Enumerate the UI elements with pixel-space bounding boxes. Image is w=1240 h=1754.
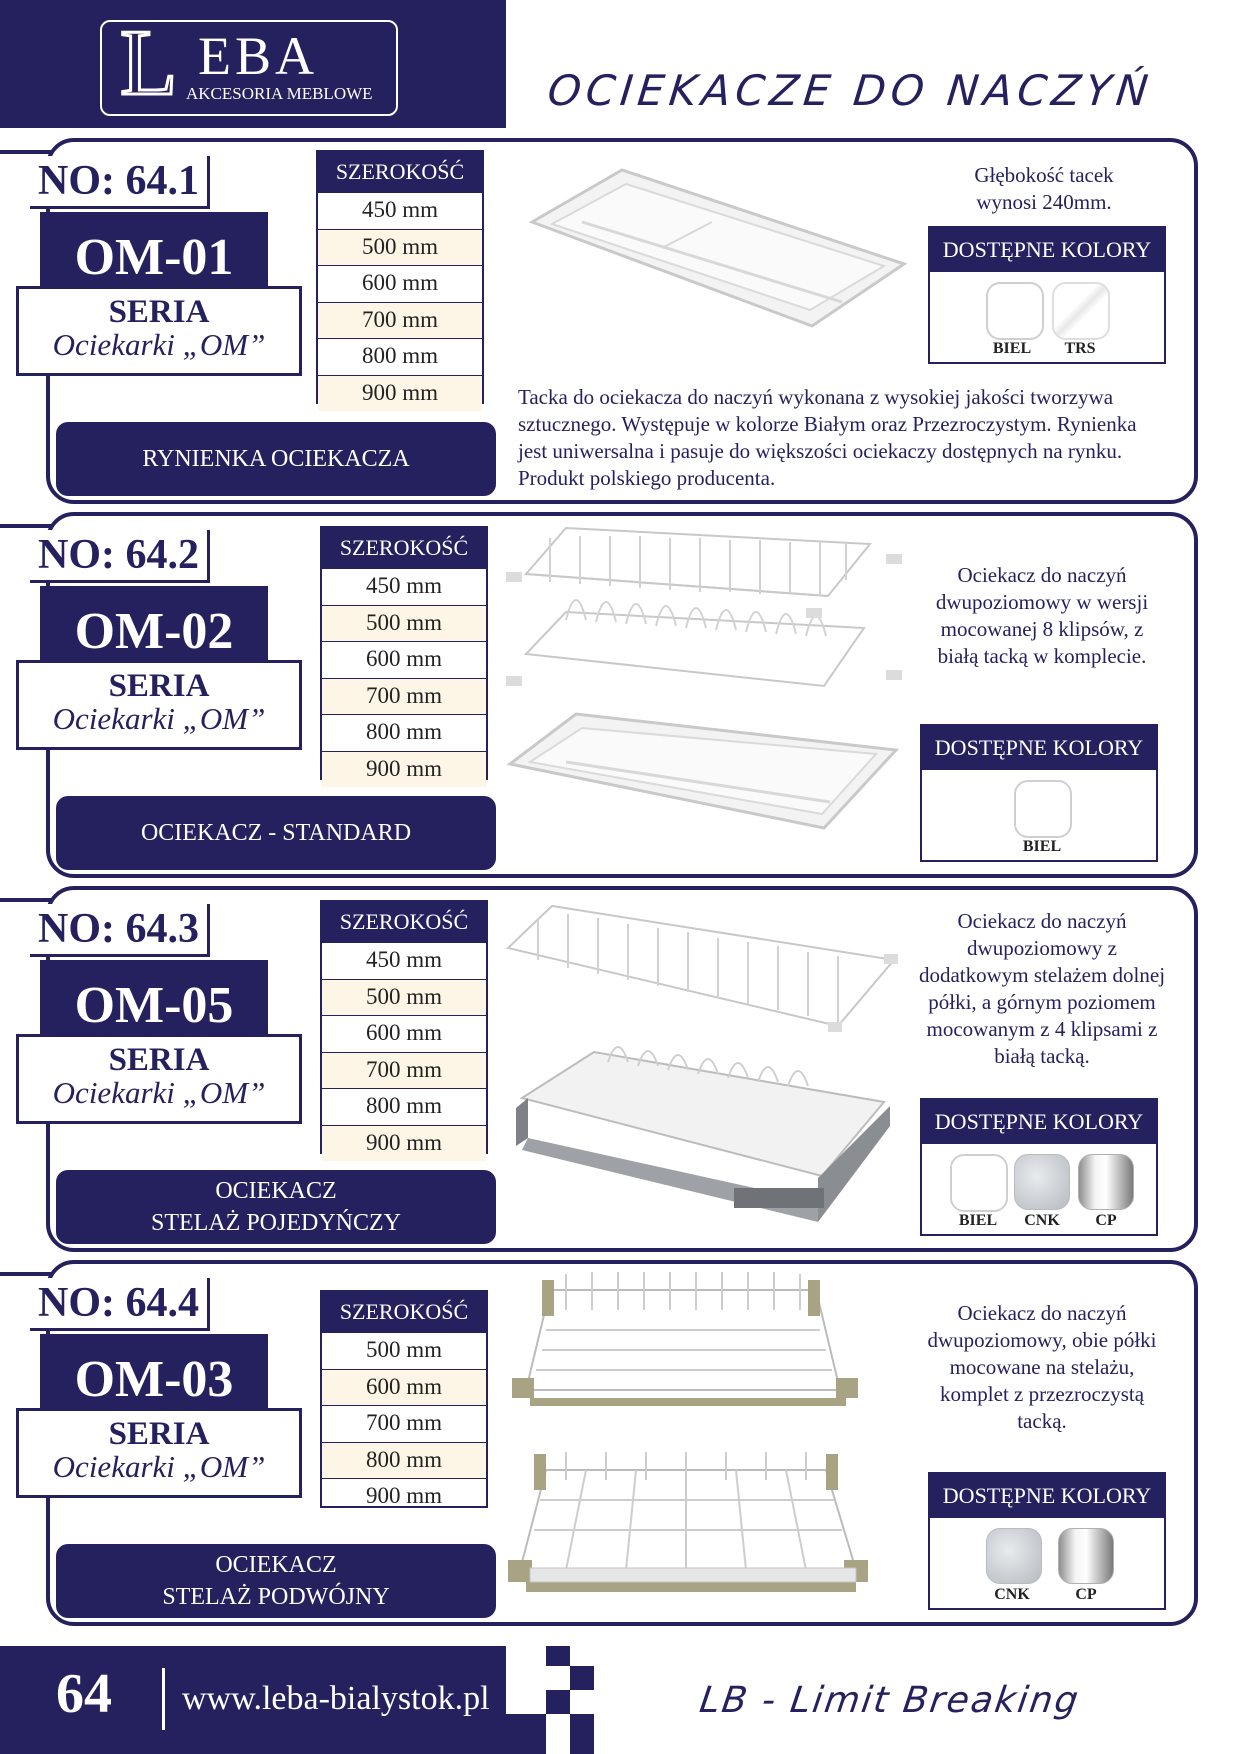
- product-description: Ociekacz do naczyń dwupoziomowy z dodatkowym stelażem dolnej półki, a górnym poziomem mocowanym z 4 klipsami z białą tacką.: [918, 909, 1166, 1068]
- size-row: 700 mm: [322, 1405, 486, 1442]
- size-row: 600 mm: [318, 265, 482, 302]
- page-title: OCIEKACZE DO NACZYŃ: [545, 66, 1156, 115]
- size-row: 600 mm: [322, 1369, 486, 1406]
- size-row: 700 mm: [322, 678, 486, 715]
- size-row: 800 mm: [322, 1088, 486, 1125]
- product-name: [56, 1544, 496, 1618]
- swatch-transparent-icon: [1052, 282, 1110, 340]
- product-code: OM-02: [40, 586, 268, 678]
- size-table: [316, 150, 484, 404]
- size-row: 600 mm: [322, 641, 486, 678]
- colors-box: [920, 724, 1158, 862]
- size-table-header: SZEROKOŚĆ: [322, 528, 486, 568]
- seria-label: SERIA: [108, 1042, 210, 1078]
- product-description: Ociekacz do naczyń dwupoziomowy w wersji mocowanej 8 klipsów, z białą tacką w komplecie.: [935, 563, 1149, 668]
- decor-square: [546, 1690, 570, 1714]
- colors-header: DOSTĘPNE KOLORY: [930, 228, 1164, 272]
- slogan: LB - Limit Breaking: [697, 1680, 1083, 1721]
- dish-rack-image: [506, 524, 906, 854]
- decor-square: [546, 1646, 570, 1666]
- seria-subtitle: Ociekarki „OM”: [52, 327, 266, 362]
- size-row: 700 mm: [322, 1052, 486, 1089]
- size-table-header: SZEROKOŚĆ: [322, 902, 486, 942]
- decor-square: [440, 84, 466, 110]
- swatch-cnk-icon: [986, 1528, 1042, 1584]
- seria-label: SERIA: [108, 1416, 210, 1452]
- swatch-label: CP: [1075, 1586, 1097, 1603]
- decor-square: [570, 1666, 594, 1690]
- size-table: [320, 526, 488, 780]
- product-description: Ociekacz do naczyń dwupoziomowy, obie półki mocowane na stelażu, komplet z przezroczystą tacką.: [927, 1301, 1157, 1433]
- logo-letter: L: [120, 11, 178, 115]
- product-name: [56, 422, 496, 496]
- page-number: 64: [56, 1663, 112, 1725]
- size-row: 600 mm: [322, 1015, 486, 1052]
- size-row: 800 mm: [322, 1442, 486, 1479]
- swatch-white-icon: [986, 282, 1044, 340]
- size-row: 500 mm: [322, 979, 486, 1016]
- footer-separator: [162, 1668, 165, 1730]
- seria-label: SERIA: [108, 668, 210, 704]
- swatch-label: TRS: [1064, 340, 1096, 357]
- product-code: OM-05: [40, 960, 268, 1052]
- seria-box: [16, 1034, 302, 1124]
- seria-subtitle: Ociekarki „OM”: [52, 701, 266, 736]
- product-name: [56, 796, 496, 870]
- size-row: 500 mm: [322, 605, 486, 642]
- swatch-label: CNK: [1024, 1212, 1060, 1229]
- seria-label: SERIA: [108, 294, 210, 330]
- size-row: 900 mm: [322, 1125, 486, 1162]
- dish-rack-frame-image: [498, 902, 902, 1242]
- seria-subtitle: Ociekarki „OM”: [52, 1075, 266, 1110]
- product-name-line1: OCIEKACZ - STANDARD: [140, 820, 412, 846]
- colors-header: DOSTĘPNE KOLORY: [930, 1474, 1164, 1518]
- swatch-label: CP: [1095, 1212, 1117, 1229]
- size-row: 800 mm: [322, 714, 486, 751]
- product-name-line2: STELAŻ POJEDYŃCZY: [151, 1210, 401, 1236]
- colors-header: DOSTĘPNE KOLORY: [922, 1100, 1156, 1144]
- size-row: 900 mm: [318, 375, 482, 412]
- product-description: Tacka do ociekacza do naczyń wykonana z wysokiej jakości tworzywa sztucznego. Występuje w kolorze Białym oraz Przezroczystym. Rynienka jest uniwersalna i pasuje do większości ociekaczy dostępnych na rynku. Produkt polskiego producenta.: [518, 385, 1137, 490]
- colors-header: DOSTĘPNE KOLORY: [922, 726, 1156, 770]
- swatch-cp-icon: [1078, 1154, 1134, 1210]
- logo-subtitle: AKCESORIA MEBLOWE: [186, 84, 373, 103]
- double-frame-rack-image: [506, 1270, 906, 1612]
- decor-square: [570, 1714, 594, 1754]
- swatch-label: BIEL: [958, 1212, 998, 1229]
- size-row: 450 mm: [322, 942, 486, 979]
- swatch-white-icon: [950, 1154, 1008, 1212]
- swatch-cp-icon: [1058, 1528, 1114, 1584]
- product-number: NO: 64.4: [30, 1278, 210, 1331]
- size-row: 500 mm: [322, 1332, 486, 1369]
- seria-box: [16, 660, 302, 750]
- size-table: [320, 1290, 488, 1508]
- swatch-label: CNK: [994, 1586, 1030, 1603]
- colors-box: [928, 1472, 1166, 1610]
- colors-box: [920, 1098, 1158, 1236]
- logo[interactable]: [100, 11, 398, 116]
- product-name-line1: OCIEKACZ: [215, 1178, 337, 1204]
- website-link[interactable]: www.leba-bialystok.pl: [182, 1680, 490, 1717]
- depth-note: Głębokość tacek wynosi 240mm.: [974, 163, 1114, 214]
- size-table-header: SZEROKOŚĆ: [318, 152, 482, 192]
- product-number: NO: 64.3: [30, 904, 210, 957]
- size-row: 450 mm: [322, 568, 486, 605]
- decor-square: [466, 110, 488, 128]
- swatch-label: BIEL: [992, 340, 1032, 357]
- size-row: 900 mm: [322, 1478, 486, 1515]
- product-code: OM-01: [40, 212, 268, 304]
- seria-box: [16, 1408, 302, 1498]
- size-table: [320, 900, 488, 1154]
- decor-square: [466, 60, 490, 84]
- decor-square: [506, 1714, 546, 1754]
- product-name-line1: RYNIENKA OCIEKACZA: [142, 446, 410, 472]
- size-row: 700 mm: [318, 302, 482, 339]
- swatch-cnk-icon: [1014, 1154, 1070, 1210]
- size-row: 900 mm: [322, 751, 486, 788]
- product-name-line2: STELAŻ PODWÓJNY: [162, 1584, 390, 1610]
- size-table-header: SZEROKOŚĆ: [322, 1292, 486, 1332]
- product-name: [56, 1170, 496, 1244]
- size-row: 800 mm: [318, 338, 482, 375]
- logo-text: EBA: [198, 26, 318, 86]
- swatch-white-icon: [1014, 780, 1072, 838]
- product-code: OM-03: [40, 1334, 268, 1426]
- product-name-line1: OCIEKACZ: [215, 1552, 337, 1578]
- product-number: NO: 64.2: [30, 530, 210, 583]
- size-row: 450 mm: [318, 192, 482, 229]
- tray-image: [512, 162, 912, 330]
- size-row: 500 mm: [318, 229, 482, 266]
- swatch-label: BIEL: [1022, 838, 1062, 855]
- product-number: NO: 64.1: [30, 156, 210, 209]
- seria-box: [16, 286, 302, 376]
- seria-subtitle: Ociekarki „OM”: [52, 1449, 266, 1484]
- colors-box: [928, 226, 1166, 364]
